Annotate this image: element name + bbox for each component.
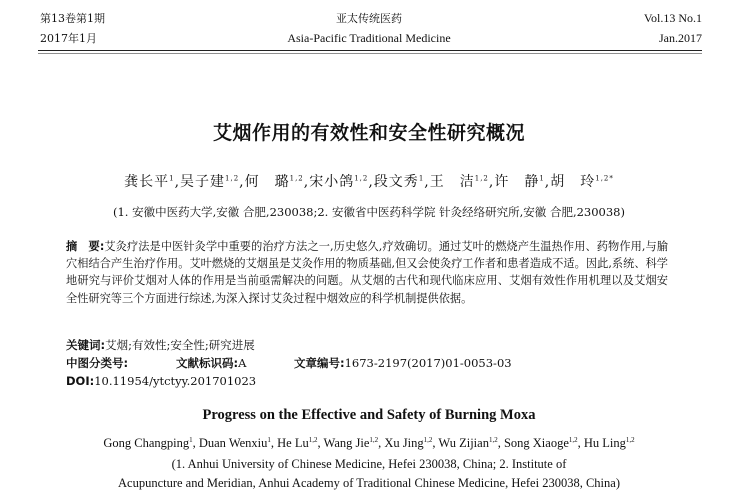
keywords-text: 艾烟;有效性;安全性;研究进展 xyxy=(105,338,255,352)
header-rule-thin xyxy=(38,53,702,54)
author-list-en: Gong Changping$^1$, Duan Wenxiu$^1$, He Lu$^{1,2}$, Wang Jie$^{1,2}$, Xu Jing$^{1,2}$, Wu Zijian$^{1,2}$, Song Xiaoge$^{1,2}$, Hu Ling$^{1,2}$ xyxy=(103,435,635,450)
author-en-name: Gong Changping xyxy=(103,436,190,450)
author-cn-name: 吴子建 xyxy=(180,174,226,190)
author-en-affiliation-mark: 1 xyxy=(189,435,193,444)
author-cn-name: 胡 玲 xyxy=(550,174,596,190)
author-en-affiliation-mark: 1,2 xyxy=(308,435,318,444)
author-en-affiliation-mark: 1,2 xyxy=(423,435,433,444)
author-en-name: Hu Ling xyxy=(583,436,626,450)
abstract xyxy=(66,238,668,307)
header-rule xyxy=(38,50,702,51)
author-cn-affiliation-mark: 1,2* xyxy=(595,174,614,183)
author-cn-name: 许 静 xyxy=(494,174,540,190)
author-list-cn: 龚长平$^1$,吴子建$^{1,2}$,何 璐$^{1,2}$,宋小鸽$^{1,2}$,段文秀$^1$,王 洁$^{1,2}$,许 静$^1$,胡 玲$^{1,2*}$ xyxy=(124,174,614,190)
author-en-name: Wang Jie xyxy=(323,436,370,450)
keywords-label: 关键词: xyxy=(66,338,106,352)
header-journal-cn: 亚太传统医药 xyxy=(336,12,402,25)
article-title-cn: 艾烟作用的有效性和安全性研究概况 xyxy=(212,122,525,144)
author-cn-name: 龚长平 xyxy=(124,174,170,190)
abstract-text: 艾灸疗法是中医针灸学中重要的治疗方法之一,历史悠久,疗效确切。通过艾叶的燃烧产生温热作用、药物作用,与腧穴相结合产生治疗作用。艾叶燃烧的艾烟虽是艾灸作用的物质基础,但又会使灸疗工作者和患者造成不适。因此,系统、科学地研究与评价艾烟对人体的作用是当前亟需解决的问题。从艾烟的古代和现代临床应用、艾烟有效性作用机理以及艾烟安全性研究等三个方面进行综述,为深入探讨艾灸过程中烟效应的科学机制提供依据。 xyxy=(66,240,669,305)
author-en-affiliation-mark: 1,2 xyxy=(625,435,635,444)
author-cn-affiliation-mark: 1 xyxy=(418,174,425,183)
author-en-affiliation-mark: 1 xyxy=(267,435,271,444)
keywords-line xyxy=(66,337,255,353)
author-cn-affiliation-mark: 1,2 xyxy=(474,174,489,183)
author-en-name: Wu Zijian xyxy=(438,436,489,450)
author-cn-affiliation-mark: 1,2 xyxy=(289,174,304,183)
doi-label: DOI: xyxy=(66,374,95,388)
header-date-en: Jan.2017 xyxy=(659,31,702,45)
header-date: 2017年1月 xyxy=(40,32,97,45)
author-en-name: He Lu xyxy=(277,436,309,450)
author-cn-name: 王 洁 xyxy=(429,174,475,190)
author-cn-affiliation-mark: 1,2 xyxy=(354,174,369,183)
author-en-affiliation-mark: 1,2 xyxy=(568,435,578,444)
article-title-en: Progress on the Effective and Safety of Burning Moxa xyxy=(202,407,536,423)
author-en-affiliation-mark: 1,2 xyxy=(369,435,379,444)
header-vol-en: Vol.13 No.1 xyxy=(643,11,702,25)
header-journal-en: Asia-Pacific Traditional Medicine xyxy=(287,31,451,45)
article-number-value: 1673-2197(2017)01-0053-03 xyxy=(344,356,512,370)
author-cn-affiliation-mark: 1 xyxy=(539,174,545,183)
abstract-label: 摘 要: xyxy=(66,240,105,253)
author-cn-name: 宋小鸽 xyxy=(309,174,355,190)
header-volume-issue: 第13卷第1期 xyxy=(40,12,105,25)
doi-line xyxy=(66,374,256,388)
author-en-name: Song Xiaoge xyxy=(503,436,569,450)
clc-label: 中图分类号: xyxy=(66,356,129,370)
article-number-line xyxy=(294,355,512,371)
doc-code-label: 文献标识码: xyxy=(176,356,239,370)
doi-value: 10.11954/ytctyy.201701023 xyxy=(94,374,257,388)
article-number-label: 文章编号: xyxy=(294,356,345,370)
affiliation-en-line2: Acupuncture and Meridian, Anhui Academy of Traditional Chinese Medicine, Hefei 230038, China) xyxy=(118,476,620,490)
author-en-name: Duan Wenxiu xyxy=(198,436,268,450)
author-cn-name: 段文秀 xyxy=(373,174,419,190)
author-en-affiliation-mark: 1,2 xyxy=(488,435,498,444)
author-cn-affiliation-mark: 1,2 xyxy=(225,174,240,183)
classification-line xyxy=(66,355,128,371)
affiliation-cn: (1. 安徽中医药大学,安徽 合肥,230038;2. 安徽省中医药科学院 针灸经络研究所,安徽 合肥,230038) xyxy=(113,205,625,219)
doc-code-line xyxy=(176,355,246,371)
author-cn-name: 何 璐 xyxy=(244,174,290,190)
author-en-name: Xu Jing xyxy=(384,436,424,450)
doc-code-value: A xyxy=(238,356,247,370)
author-cn-affiliation-mark: 1 xyxy=(169,174,175,183)
affiliation-en-line1: (1. Anhui University of Chinese Medicine, Hefei 230038, China; 2. Institute of xyxy=(171,457,567,471)
